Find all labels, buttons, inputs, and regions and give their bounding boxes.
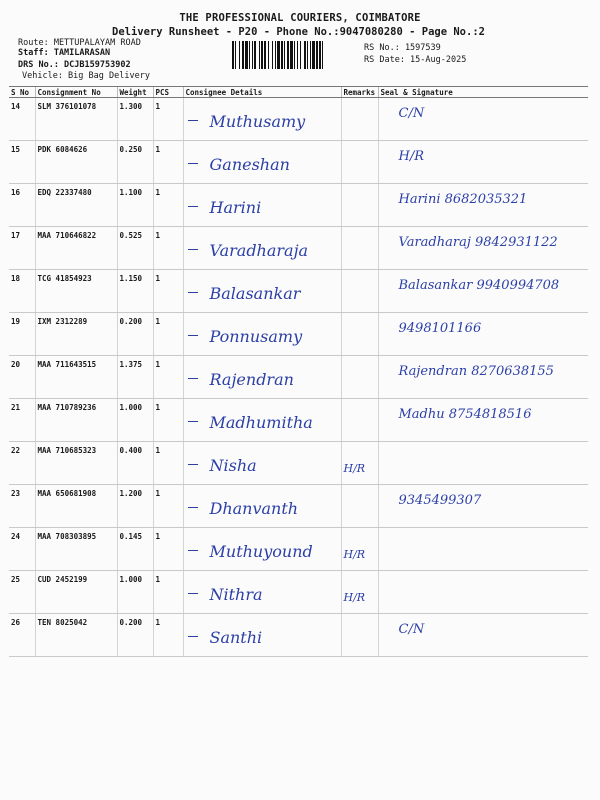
dash-mark: [188, 464, 198, 465]
barcode-bar: [316, 41, 318, 69]
barcode-bar: [294, 41, 295, 69]
consignee-name: Ganeshan: [209, 155, 290, 174]
remarks-cell: [341, 442, 378, 485]
pcs-cell: 1: [153, 442, 183, 485]
signature-cell: [378, 141, 588, 184]
remarks-cell: [341, 485, 378, 528]
consignment-cell: PDK 6084626: [35, 141, 117, 184]
table-row: [9, 571, 588, 614]
table-row: [9, 399, 588, 442]
table-row: [9, 528, 588, 571]
dash-mark: [188, 335, 198, 336]
table-row: [9, 141, 588, 184]
remarks-cell: [341, 98, 378, 141]
remarks-cell: [341, 270, 378, 313]
signature-text: 9345499307: [398, 493, 482, 508]
remarks-text: H/R: [343, 591, 366, 604]
signature-text: C/N: [398, 106, 425, 121]
dash-mark: [188, 120, 198, 121]
consignee-name: Ponnusamy: [209, 327, 303, 346]
barcode-bar: [261, 41, 263, 69]
table-row: [9, 184, 588, 227]
consignment-cell: MAA 710646822: [35, 227, 117, 270]
barcode-bar: [254, 41, 256, 69]
signature-cell: [378, 614, 588, 657]
dash-mark: [188, 636, 198, 637]
signature-text: Varadharaj 9842931122: [398, 235, 558, 250]
remarks-cell: [341, 528, 378, 571]
sno-cell: 19: [9, 313, 35, 356]
signature-text: Harini 8682035321: [398, 192, 528, 207]
dash-mark: [188, 249, 198, 250]
signature-cell: [378, 98, 588, 141]
pcs-cell: 1: [153, 313, 183, 356]
consignee-name: Santhi: [209, 628, 263, 647]
pcs-cell: 1: [153, 141, 183, 184]
consignee-name: Madhumitha: [209, 413, 313, 432]
consignee-cell: [183, 442, 341, 485]
consignment-cell: EDQ 22337480: [35, 184, 117, 227]
consignee-cell: [183, 356, 341, 399]
barcode-bar: [242, 41, 244, 69]
signature-cell: [378, 528, 588, 571]
consignment-cell: MAA 711643515: [35, 356, 117, 399]
col-header-sno: S No: [9, 87, 35, 98]
consignee-cell: [183, 227, 341, 270]
barcode-bar: [281, 41, 283, 69]
dash-mark: [188, 593, 198, 594]
vehicle-label: Vehicle: Big Bag Delivery: [22, 71, 150, 81]
barcode-bar: [312, 41, 315, 69]
consignment-cell: TEN 8025042: [35, 614, 117, 657]
signature-text: H/R: [398, 149, 425, 164]
remarks-cell: [341, 184, 378, 227]
staff-label: Staff: TAMILARASAN: [18, 48, 111, 58]
signature-text: Rajendran 8270638155: [398, 364, 554, 379]
signature-cell: [378, 270, 588, 313]
barcode-bar: [245, 41, 248, 69]
remarks-text: H/R: [343, 462, 366, 475]
weight-cell: 0.525: [117, 227, 153, 270]
drs-number: DRS No.: DCJB159753902: [18, 60, 131, 70]
signature-cell: [378, 313, 588, 356]
dash-mark: [188, 507, 198, 508]
sno-cell: 17: [9, 227, 35, 270]
weight-cell: 1.200: [117, 485, 153, 528]
remarks-cell: [341, 614, 378, 657]
weight-cell: 1.000: [117, 571, 153, 614]
weight-cell: 1.300: [117, 98, 153, 141]
rs-number: RS No.: 1597539: [364, 43, 441, 53]
signature-cell: [378, 485, 588, 528]
sno-cell: 21: [9, 399, 35, 442]
barcode-bar: [307, 41, 308, 69]
table-row: [9, 227, 588, 270]
signature-cell: [378, 399, 588, 442]
runsheet-title: Delivery Runsheet - P20 - Phone No.:9047080280 - Page No.:2: [112, 26, 485, 38]
consignee-name: Muthusamy: [209, 112, 306, 131]
signature-cell: [378, 356, 588, 399]
consignee-cell: [183, 313, 341, 356]
barcode-bar: [290, 41, 293, 69]
remarks-cell: [341, 571, 378, 614]
col-header-weight: Weight: [117, 87, 153, 98]
pcs-cell: 1: [153, 528, 183, 571]
signature-text: C/N: [398, 622, 425, 637]
consignee-name: Varadharaja: [209, 241, 309, 260]
remarks-cell: [341, 141, 378, 184]
barcode-bar: [249, 41, 250, 69]
barcode-bar: [239, 41, 240, 69]
consignee-cell: [183, 399, 341, 442]
table-row: [9, 614, 588, 657]
signature-text: 9498101166: [398, 321, 482, 336]
consignee-cell: [183, 528, 341, 571]
sno-cell: 16: [9, 184, 35, 227]
consignment-cell: MAA 710789236: [35, 399, 117, 442]
col-header-pcs: PCS: [153, 87, 183, 98]
rs-date: RS Date: 15-Aug-2025: [364, 55, 467, 65]
pcs-cell: 1: [153, 356, 183, 399]
table-row: [9, 356, 588, 399]
consignment-cell: TCG 41854923: [35, 270, 117, 313]
table-row: [9, 313, 588, 356]
col-header-remarks: Remarks: [341, 87, 378, 98]
col-header-signature: Seal & Signature: [378, 87, 588, 98]
company-title: THE PROFESSIONAL COURIERS, COIMBATORE: [179, 12, 421, 24]
signature-cell: [378, 442, 588, 485]
sno-cell: 18: [9, 270, 35, 313]
remarks-cell: [341, 356, 378, 399]
pcs-cell: 1: [153, 270, 183, 313]
consignee-cell: [183, 184, 341, 227]
consignment-cell: SLM 376101078: [35, 98, 117, 141]
signature-cell: [378, 184, 588, 227]
weight-cell: 0.145: [117, 528, 153, 571]
consignee-cell: [183, 614, 341, 657]
sno-cell: 26: [9, 614, 35, 657]
sno-cell: 14: [9, 98, 35, 141]
signature-cell: [378, 227, 588, 270]
sno-cell: 24: [9, 528, 35, 571]
barcode-bar: [264, 41, 266, 69]
consignee-name: Harini: [209, 198, 262, 217]
pcs-cell: 1: [153, 184, 183, 227]
weight-cell: 1.000: [117, 399, 153, 442]
dash-mark: [188, 292, 198, 293]
barcode-bar: [300, 41, 301, 69]
weight-cell: 1.150: [117, 270, 153, 313]
weight-cell: 0.200: [117, 614, 153, 657]
col-header-consignment: Consignment No: [35, 87, 117, 98]
pcs-cell: 1: [153, 399, 183, 442]
remarks-cell: [341, 227, 378, 270]
sno-cell: 25: [9, 571, 35, 614]
pcs-cell: 1: [153, 98, 183, 141]
barcode-bar: [284, 41, 285, 69]
table-row: [9, 270, 588, 313]
consignee-name: Nisha: [209, 456, 257, 475]
table-row: [9, 98, 588, 141]
dash-mark: [188, 421, 198, 422]
consignee-cell: [183, 98, 341, 141]
signature-text: Madhu 8754818516: [398, 407, 532, 422]
dash-mark: [188, 550, 198, 551]
consignee-cell: [183, 141, 341, 184]
consignee-name: Balasankar: [209, 284, 301, 303]
dash-mark: [188, 206, 198, 207]
barcode-bar: [319, 41, 321, 69]
barcode-bar: [259, 41, 260, 69]
weight-cell: 1.100: [117, 184, 153, 227]
signature-text: Balasankar 9940994708: [398, 278, 560, 293]
sno-cell: 23: [9, 485, 35, 528]
barcode-bar: [304, 41, 306, 69]
pcs-cell: 1: [153, 227, 183, 270]
sno-cell: 15: [9, 141, 35, 184]
col-header-consignee: Consignee Details: [183, 87, 341, 98]
remarks-cell: [341, 399, 378, 442]
consignee-name: Muthuyound: [209, 542, 313, 561]
pcs-cell: 1: [153, 571, 183, 614]
dash-mark: [188, 163, 198, 164]
consignment-cell: CUD 2452199: [35, 571, 117, 614]
barcode-bar: [287, 41, 289, 69]
sno-cell: 22: [9, 442, 35, 485]
barcode-bar: [310, 41, 311, 69]
barcode-bar: [252, 41, 253, 69]
signature-cell: [378, 571, 588, 614]
barcode-bar: [272, 41, 273, 69]
weight-cell: 0.250: [117, 141, 153, 184]
table-row: [9, 485, 588, 528]
consignment-cell: IXM 2312289: [35, 313, 117, 356]
consignment-cell: MAA 710685323: [35, 442, 117, 485]
consignee-cell: [183, 485, 341, 528]
barcode-bar: [235, 41, 236, 69]
runsheet-table: [9, 86, 588, 657]
consignee-name: Rajendran: [209, 370, 294, 389]
barcode-bar: [297, 41, 298, 69]
consignee-name: Nithra: [209, 585, 263, 604]
pcs-cell: 1: [153, 614, 183, 657]
weight-cell: 0.400: [117, 442, 153, 485]
weight-cell: 1.375: [117, 356, 153, 399]
sno-cell: 20: [9, 356, 35, 399]
barcode-bar: [232, 41, 234, 69]
consignment-cell: MAA 650681908: [35, 485, 117, 528]
table-row: [9, 442, 588, 485]
consignee-name: Dhanvanth: [209, 499, 299, 518]
barcode-bar: [275, 41, 276, 69]
remarks-cell: [341, 313, 378, 356]
consignee-cell: [183, 270, 341, 313]
route-label: Route: METTUPALAYAM ROAD: [18, 38, 141, 48]
barcode-bar: [322, 41, 323, 69]
barcode-bar: [277, 41, 280, 69]
consignment-cell: MAA 708303895: [35, 528, 117, 571]
table-header-row: [9, 87, 588, 98]
dash-mark: [188, 378, 198, 379]
consignee-cell: [183, 571, 341, 614]
barcode: [232, 41, 360, 69]
barcode-bar: [268, 41, 269, 69]
weight-cell: 0.200: [117, 313, 153, 356]
remarks-text: H/R: [343, 548, 366, 561]
pcs-cell: 1: [153, 485, 183, 528]
